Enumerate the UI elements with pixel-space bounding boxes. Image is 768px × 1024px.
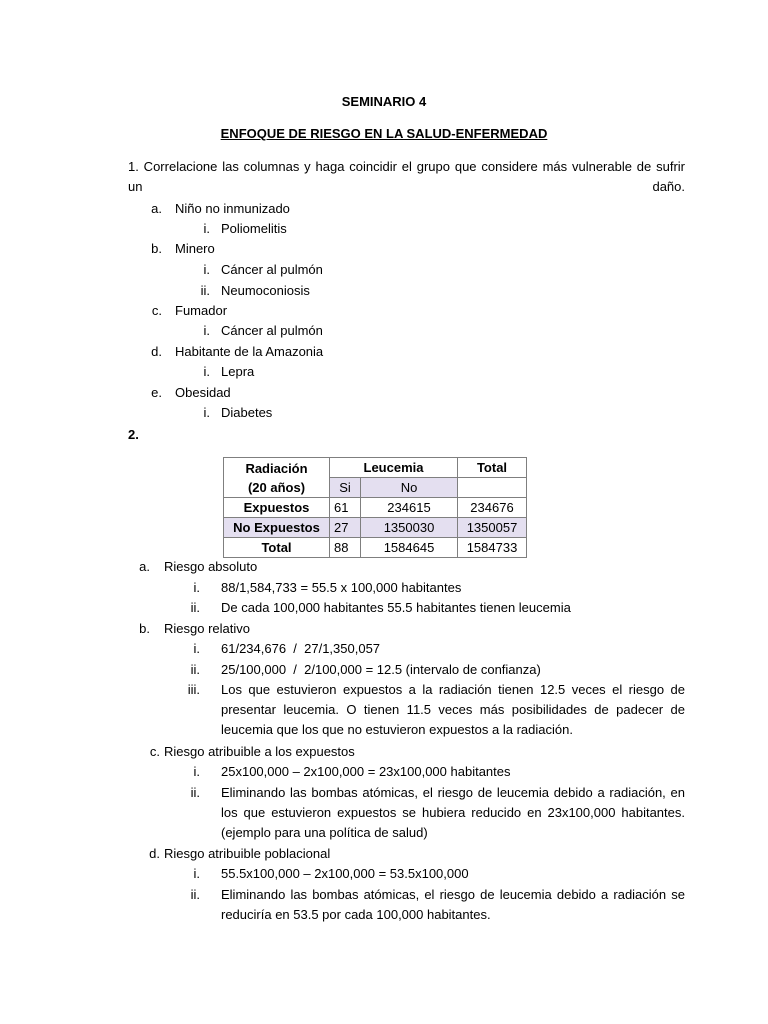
- row-label: Expuestos: [224, 498, 330, 518]
- list-marker: i.: [193, 866, 200, 881]
- list-marker: ii.: [200, 283, 210, 298]
- list-item: Cáncer al pulmón: [221, 262, 323, 277]
- list-marker: a.: [151, 201, 162, 216]
- list-item: 25/100,000 / 2/100,000 = 12.5 (intervalo de confianza): [221, 662, 541, 677]
- list-item: Lepra: [221, 364, 255, 379]
- header-total: Total: [458, 458, 527, 478]
- row-label: Total: [224, 538, 330, 558]
- section-title: Riesgo relativo: [164, 621, 250, 636]
- list-marker: e.: [151, 385, 162, 400]
- header-si: Si: [330, 478, 361, 498]
- list-marker: i.: [193, 641, 200, 656]
- list-item: Diabetes: [221, 405, 273, 420]
- group-label: Habitante de la Amazonia: [175, 344, 324, 359]
- empty-cell: [458, 478, 527, 498]
- row-label: No Expuestos: [224, 518, 330, 538]
- list-item: 61/234,676 / 27/1,350,057: [221, 641, 381, 656]
- list-marker: i.: [193, 580, 200, 595]
- list-marker: b.: [151, 241, 162, 256]
- list-marker: ii.: [190, 662, 200, 677]
- table-row: [224, 498, 527, 518]
- list-marker: c.: [151, 303, 162, 318]
- list-item: De cada 100,000 habitantes 55.5 habitantes tienen leucemia: [221, 600, 571, 615]
- section-title: Riesgo atribuible a los expuestos: [164, 744, 355, 759]
- list-marker: d.: [151, 344, 162, 359]
- list-marker: a.: [139, 559, 150, 574]
- cell-no: 234615: [361, 498, 458, 518]
- list-marker: i.: [193, 764, 200, 779]
- list-item: 55.5x100,000 – 2x100,000 = 53.5x100,000: [221, 866, 469, 881]
- cell-total: 234676: [458, 498, 527, 518]
- page-title: SEMINARIO 4: [341, 94, 427, 109]
- list-marker: ii.: [190, 600, 200, 615]
- list-marker: ii.: [190, 785, 200, 800]
- header-radiacion: Radiación (20 años): [224, 458, 330, 498]
- header-no: No: [361, 478, 458, 498]
- cell-no: 1350030: [361, 518, 458, 538]
- group-label: Fumador: [175, 303, 228, 318]
- contingency-table: [223, 457, 527, 558]
- cell-total: 1584733: [458, 538, 527, 558]
- list-item: Neumoconiosis: [221, 283, 310, 298]
- list-item: Eliminando las bombas atómicas, el riesgo de leucemia debido a radiación, en los que estuvieron expuestos se hubiera reducido en 23x100,000 habitantes. (ejemplo para una política de salud): [221, 785, 685, 840]
- question-1-prompt: 1. Correlacione las columnas y haga coincidir el grupo que considere más vulnerable de sufrir un daño.: [128, 159, 685, 194]
- cell-si: 88: [330, 538, 361, 558]
- list-item: Cáncer al pulmón: [221, 323, 323, 338]
- list-item: 25x100,000 – 2x100,000 = 23x100,000 habitantes: [221, 764, 511, 779]
- cell-si: 61: [330, 498, 361, 518]
- list-marker: d.: [149, 846, 160, 861]
- group-label: Niño no inmunizado: [175, 201, 290, 216]
- list-item: Poliomelitis: [221, 221, 287, 236]
- cell-total: 1350057: [458, 518, 527, 538]
- section-title: Riesgo absoluto: [164, 559, 258, 574]
- list-item: 88/1,584,733 = 55.5 x 100,000 habitantes: [221, 580, 462, 595]
- table-row: [224, 538, 527, 558]
- list-marker: i.: [203, 405, 210, 420]
- list-marker: i.: [203, 221, 210, 236]
- list-marker: iii.: [187, 682, 200, 697]
- list-marker: i.: [203, 364, 210, 379]
- page-subtitle: ENFOQUE DE RIESGO EN LA SALUD-ENFERMEDAD: [220, 126, 548, 141]
- group-label: Obesidad: [175, 385, 231, 400]
- list-marker: b.: [139, 621, 150, 636]
- cell-si: 27: [330, 518, 361, 538]
- list-marker: i.: [203, 262, 210, 277]
- section-title: Riesgo atribuible poblacional: [164, 846, 331, 861]
- list-marker: ii.: [190, 887, 200, 902]
- list-item: Los que estuvieron expuestos a la radiación tienen 12.5 veces el riesgo de presentar leucemia. O tienen 11.5 veces más posibilidades de padecer de leucemia que los que no estuvieron expuestos a la radiación.: [221, 682, 685, 737]
- list-item: Eliminando las bombas atómicas, el riesgo de leucemia debido a radiación se reduciría en 53.5 por cada 100,000 habitantes.: [221, 887, 685, 922]
- list-marker: i.: [203, 323, 210, 338]
- question-2-label: 2.: [128, 427, 139, 442]
- header-leucemia: Leucemia: [330, 458, 458, 478]
- cell-no: 1584645: [361, 538, 458, 558]
- table-row: [224, 518, 527, 538]
- list-marker: c.: [149, 744, 160, 759]
- group-label: Minero: [175, 241, 215, 256]
